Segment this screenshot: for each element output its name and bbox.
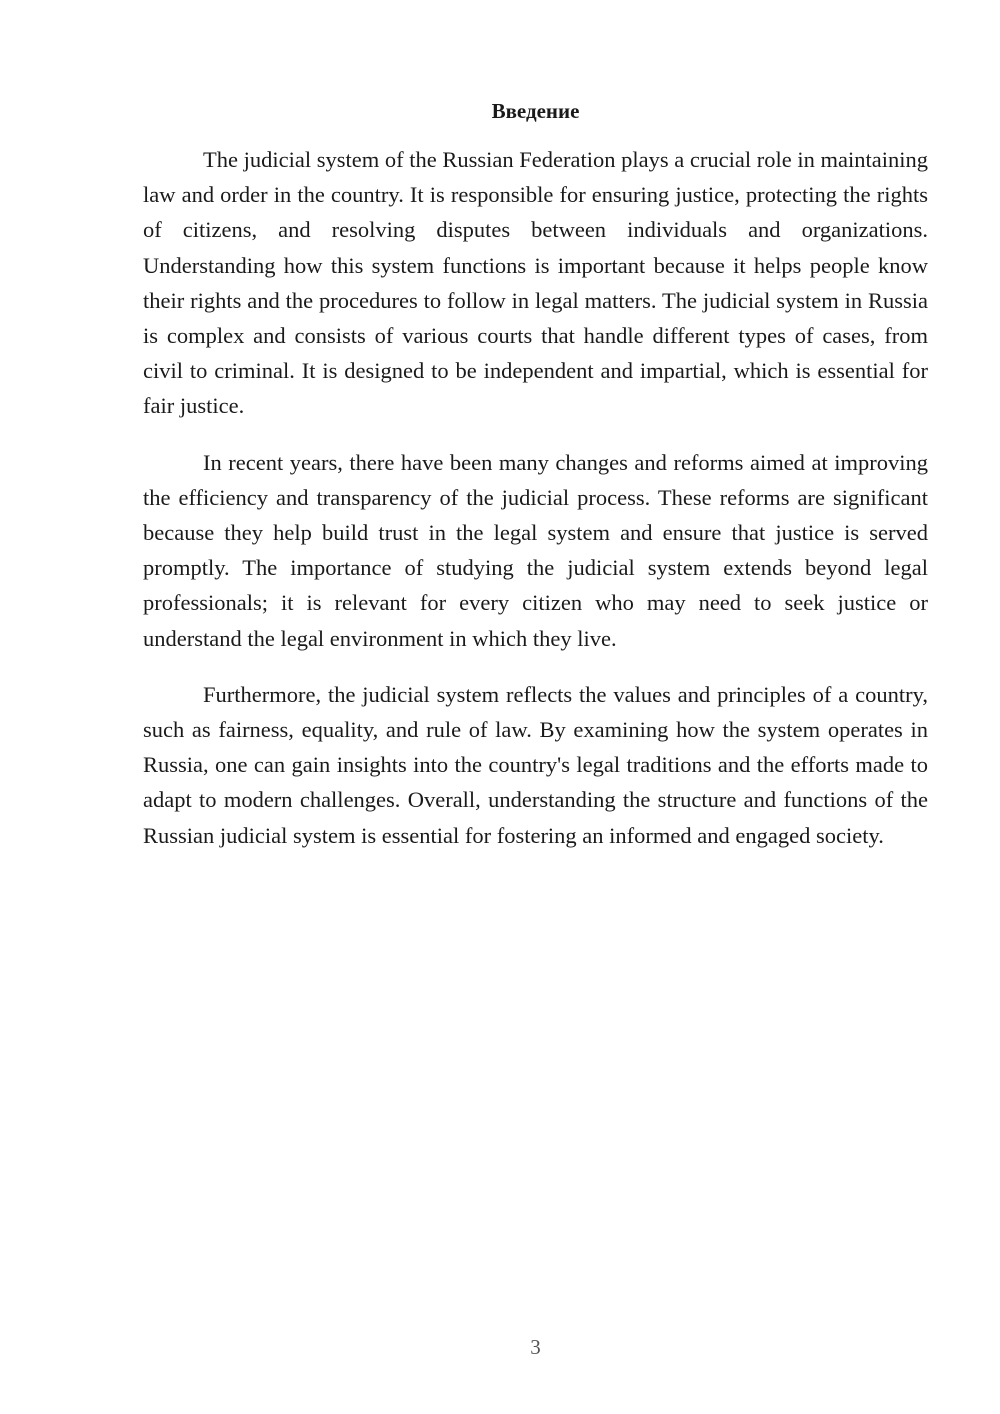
body-text [143,142,928,874]
section-title: Введение [491,99,580,123]
paragraph-2: In recent years, there have been many changes and reforms aimed at improving the efficiency and transparency of the judicial process. These reforms are significant because they help build trust in the legal system and ensure that justice is served promptly. The importance of studying the judicial system extends beyond legal professionals; it is relevant for every citizen who may need to seek justice or understand the legal environment in which they live. [143,449,928,651]
document-page [143,0,928,1414]
paragraph-3: Furthermore, the judicial system reflects the values and principles of a country, such as fairness, equality, and rule of law. By examining how the system operates in Russia, one can gain insights into the country's legal traditions and the efforts made to adapt to modern challenges. Overall, understanding the structure and functions of the Russian judicial system is essential for fostering an informed and engaged society. [143,681,928,848]
page-number: 3 [530,1335,541,1359]
paragraph-1: The judicial system of the Russian Federation plays a crucial role in maintaining law and order in the country. It is responsible for ensuring justice, protecting the rights of citizens, and resolving disputes between individuals and organizations. Understanding how this system functions is important because it helps people know their rights and the procedures to follow in legal matters. The judicial system in Russia is complex and consists of various courts that handle different types of cases, from civil to criminal. It is designed to be independent and impartial, which is essential for fair justice. [143,147,928,419]
